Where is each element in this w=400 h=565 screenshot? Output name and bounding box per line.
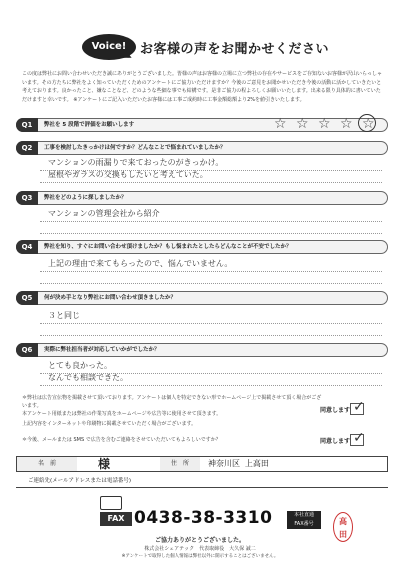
fax-number: 0438-38-3310 xyxy=(134,508,273,528)
question-number: Q5 xyxy=(16,291,38,305)
answer-text: マンションの管理会社から紹介 xyxy=(48,209,160,218)
thanks-text: ご協力ありがとうございました。 xyxy=(154,537,245,544)
contact-label: ご連絡先(メールアドレスまたは電話番号) xyxy=(28,478,132,484)
dotted-line xyxy=(40,170,382,171)
hanko-text: 高田 xyxy=(339,517,347,539)
dotted-line xyxy=(40,283,382,284)
consent-line: ＊今後、メールまたは SMS で広告を含むご連絡をさせていただいてもよろしいですか？ xyxy=(22,437,221,443)
dotted-line xyxy=(40,385,382,386)
agree-label: 同意します xyxy=(320,407,351,414)
star-icon[interactable]: ☆ xyxy=(318,116,331,132)
agree-label: 同意します xyxy=(320,438,351,445)
dotted-line xyxy=(40,271,382,272)
answer-text: マンションの雨漏りで来ておったのがきっかけ。 屋根やガラスの交換もしたいと考えていた。 xyxy=(48,158,224,179)
question-text: 弊社を 5 段階で評価をお願いします xyxy=(44,122,135,128)
dotted-line xyxy=(40,373,382,374)
intro-text: この度は弊社にお問い合わせいただき誠にありがとうございました。皆様の声はお客様の立場に立つ弊社の存在やサービスをご存知ないお客様が沢山いらっしゃいます。その方たちに弊社をよく知っていただくためのアンケートにご協力いただけますか？今後のご意見をお聞かせいただき今後の活動に活かしていきたいと考えております。良かったこと、嫌なことなど、どのような些細な事でも結構です。是非ご協力の程よろしくお願いいたします。出来る限り具体的に書いていただけますと幸いです。 ※アンケートにご記入いただいたお客様には工事ご成約時に工事金額総額より2%を値引きいたします。 xyxy=(22,71,383,103)
fax-tag xyxy=(287,511,321,529)
page-title: お客様の声をお聞かせください xyxy=(140,42,330,57)
rating-circle-mark xyxy=(358,114,376,132)
dotted-line xyxy=(40,323,382,324)
address-field[interactable]: 神奈川区 上高田 xyxy=(208,459,269,468)
check-icon: ✓ xyxy=(353,430,365,446)
check-icon: ✓ xyxy=(353,399,365,415)
question-number: Q2 xyxy=(16,141,38,155)
star-icon[interactable]: ☆ xyxy=(296,116,309,132)
answer-text: とても良かった。 なんでも相談できた。 xyxy=(48,361,128,382)
consent-line: 上記内容をインターネットや印刷物に掲載させていただく場合がございます。 xyxy=(22,421,197,427)
name-field[interactable]: 様 xyxy=(98,457,111,471)
consent-line: ＊弊社は広告宣伝物を掲載させて頂いております。アンケートは個人を特定できない形でホームページ上で掲載させて頂く場合がございます。 xyxy=(22,395,322,409)
fax-machine-icon xyxy=(100,496,122,510)
dotted-line xyxy=(40,221,382,222)
question-number: Q4 xyxy=(16,240,38,254)
question-number: Q3 xyxy=(16,191,38,205)
dotted-line xyxy=(40,182,382,183)
address-label: 住 所 xyxy=(160,457,200,471)
consent-line: 本アンケート用紙または弊社の作業写真をホームページや広告等に使用させて頂きます。 xyxy=(22,411,222,417)
question-text: 何が決め手となり弊社にお問い合わせ頂きましたか？ xyxy=(44,295,177,301)
star-icon[interactable]: ☆ xyxy=(274,116,287,132)
fax-tag-line: FAX番号 xyxy=(294,521,314,527)
name-label: 名 前 xyxy=(17,457,77,471)
answer-text: 上記の理由で来てもらったので、悩んでいません。 xyxy=(48,259,233,268)
question-text: 弊社をどのように探しましたか？ xyxy=(44,195,127,201)
question-number: Q1 xyxy=(16,118,38,132)
fax-tag-line: 本社直通 xyxy=(293,512,314,518)
question-text: 工事を検討したきっかけは何ですか？どんなことで悩まれていましたか？ xyxy=(44,145,226,151)
dotted-line xyxy=(40,233,382,234)
privacy-note: ※アンケートで取得した個人情報は弊社以外に開示することはございません。 xyxy=(121,554,279,559)
dotted-line xyxy=(40,335,382,336)
question-text: 実際に弊社担当者が対応していかがでしたか？ xyxy=(44,347,160,353)
company-text: 株式会社シェアテック 代表取締役 大久保 誠二 xyxy=(144,546,256,552)
star-icon[interactable]: ☆ xyxy=(340,116,353,132)
answer-text: ３と同じ xyxy=(48,311,80,320)
question-text: 弊社を知り、すぐにお問い合わせ頂けましたか？もし悩まれたとしたらどんなことが不安でしたか？ xyxy=(44,244,292,250)
fax-label: FAX xyxy=(100,512,132,526)
voice-badge: Voice! xyxy=(82,34,136,60)
question-number: Q6 xyxy=(16,343,38,357)
star-icon[interactable]: ☆ xyxy=(362,116,375,132)
